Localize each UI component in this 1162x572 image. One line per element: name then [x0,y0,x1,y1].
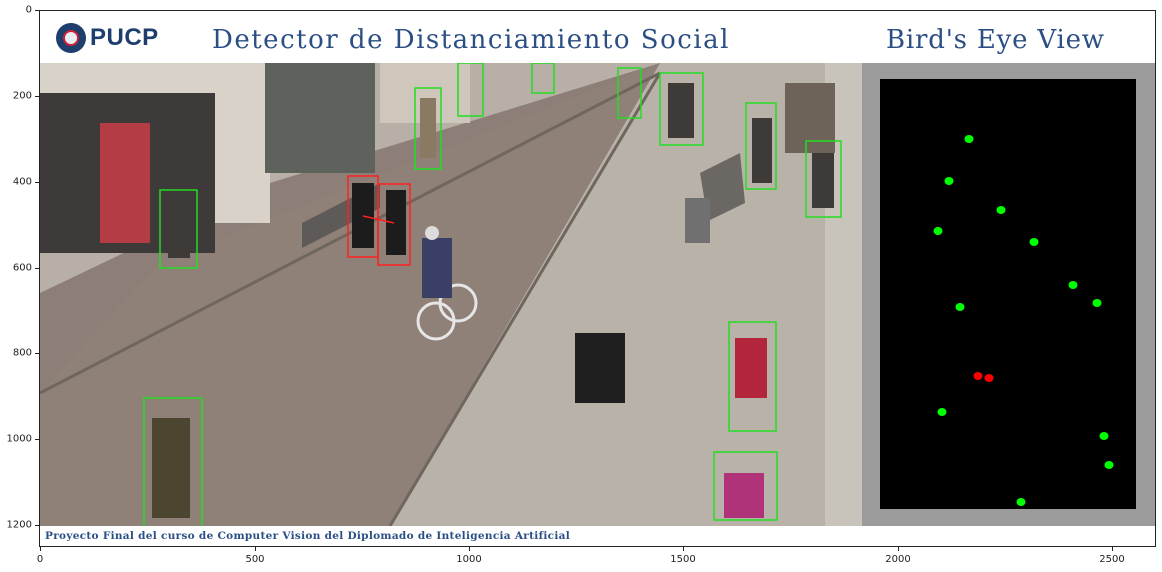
bev-point-safe [1093,299,1102,307]
x-tick-label: 0 [36,554,44,565]
street-scene-drawing [40,63,862,526]
bev-point-safe [965,135,974,143]
pedestrian [752,118,772,183]
pedestrian [735,338,767,398]
header-banner [40,11,1155,63]
y-tick-label: 600 [12,262,32,274]
bev-safe-points [934,135,1114,506]
bev-point-violation [985,374,994,382]
x-tick-label: 1500 [670,554,696,565]
pedestrian [152,418,190,518]
bev-point-safe [938,408,947,416]
y-tick-label: 200 [12,90,32,102]
pedestrian [420,98,436,158]
y-tick-label: 1000 [6,433,32,445]
x-tick-label: 500 [245,554,265,565]
x-tick-mark [255,547,256,551]
bev-map [880,79,1136,509]
x-tick-mark [1112,547,1113,551]
bev-violation-points [974,372,994,382]
pedestrian [812,153,834,208]
bev-point-safe [1100,432,1109,440]
y-tick-label: 1200 [6,519,32,531]
pedestrian [352,183,374,248]
waste-container [575,333,625,403]
phone-booths [785,83,835,153]
x-tick-label: 2000 [885,554,911,565]
x-tick-label: 2500 [1099,554,1125,565]
bev-point-violation [974,372,983,380]
bev-point-safe [1017,498,1026,506]
shop-display [100,123,150,243]
x-tick-mark [683,547,684,551]
x-tick-mark [898,547,899,551]
bin [685,198,710,243]
shop-front-2 [265,63,375,173]
y-tick-label: 400 [12,176,32,188]
bev-point-safe [934,227,943,235]
x-tick-label: 1000 [456,554,482,565]
cyclist [422,238,452,298]
pucp-logo [56,23,159,53]
pedestrian [668,83,694,138]
bev-point-safe [1105,461,1114,469]
street-scene [40,63,862,526]
bev-point-safe [1030,238,1039,246]
x-tick-mark [40,547,41,551]
bev-point-safe [1069,281,1078,289]
footer-caption: Proyecto Final del curso de Computer Vision del Diplomado de Inteligencia Artificial [45,530,571,542]
y-tick-label: 800 [12,347,32,359]
pedestrian [724,473,764,518]
page-title: Detector de Distanciamiento Social [212,25,730,55]
image-axes [39,10,1156,547]
bev-point-safe [945,177,954,185]
bev-panel [862,63,1156,526]
x-tick-mark [469,547,470,551]
pedestrian [168,203,190,258]
bev-point-safe [956,303,965,311]
logo-text: PUCP [90,24,159,51]
bev-plot [880,79,1136,509]
bev-title: Bird's Eye View [886,25,1105,55]
bev-point-safe [997,206,1006,214]
pucp-seal-icon [56,23,86,53]
footer-banner [40,526,1155,547]
cyclist-head [425,226,439,240]
y-tick-label: 0 [25,4,32,16]
